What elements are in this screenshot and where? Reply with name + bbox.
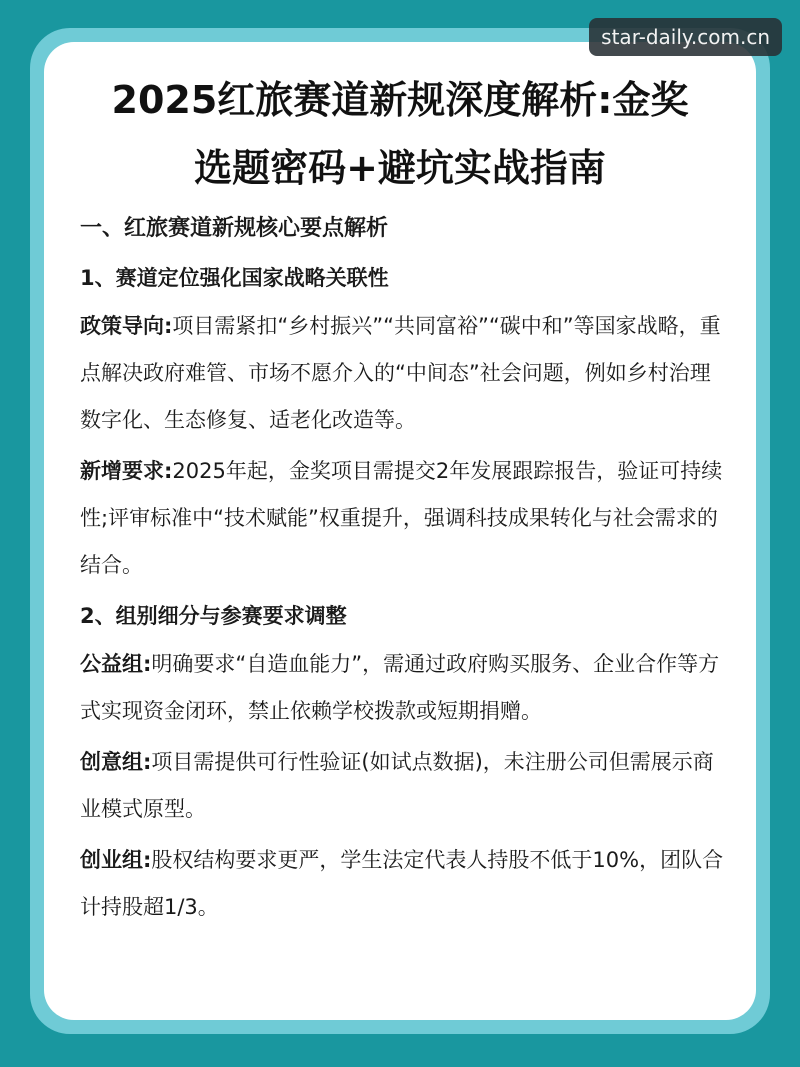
title-line-1: 2025红旅赛道新规深度解析:金奖 [111,78,689,122]
watermark: star-daily.com.cn [589,18,782,56]
page-title [60,66,740,202]
paragraph-text: 项目需紧扣“乡村振兴”“共同富裕”“碳中和”等国家战略，重点解决政府难管、市场不愿介入的“中间态”社会问题，例如乡村治理数字化、生态修复、适老化改造等。 [80,314,721,432]
paragraph-label: 公益组: [80,652,152,676]
subsection-heading-2: 2、组别细分与参赛要求调整 [80,604,347,628]
section-heading: 一、红旅赛道新规核心要点解析 [80,216,389,241]
article-body [80,205,730,935]
paragraph-label: 新增要求: [80,459,173,483]
paragraph-startup [80,837,730,931]
paragraph-text: 项目需提供可行性验证(如试点数据)，未注册公司但需展示商业模式原型。 [80,750,714,821]
paragraph-text: 2025年起，金奖项目需提交2年发展跟踪报告，验证可持续性;评审标准中“技术赋能”权重提升，强调科技成果转化与社会需求的结合。 [80,459,723,577]
paragraph-policy [80,303,730,444]
paragraph-text: 明确要求“自造血能力”，需通过政府购买服务、企业合作等方式实现资金闭环，禁止依赖学校拨款或短期捐赠。 [80,652,720,723]
paragraph-label: 政策导向: [80,314,173,338]
paragraph-label: 创业组: [80,848,152,872]
paragraph-public-welfare [80,641,730,735]
title-line-2: 选题密码+避坑实战指南 [194,146,606,190]
paragraph-label: 创意组: [80,750,152,774]
paragraph-text: 股权结构要求更严，学生法定代表人持股不低于10%，团队合计持股超1/3。 [80,848,724,919]
paragraph-new-requirements [80,448,730,589]
subsection-heading-1: 1、赛道定位强化国家战略关联性 [80,266,389,290]
paragraph-creative [80,739,730,833]
